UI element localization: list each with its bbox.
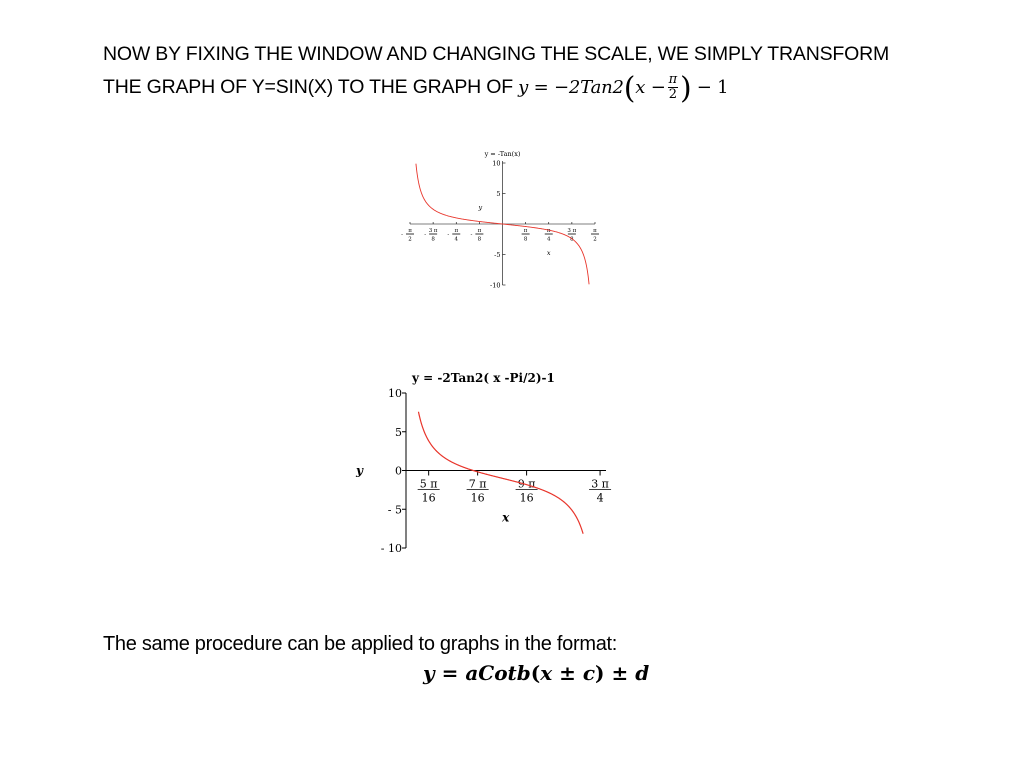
chart-1-y-tick-label: 10: [492, 159, 501, 168]
chart-1-x-tick-label-numerator: 3 π: [567, 228, 577, 234]
chart-2-x-tick-label-numerator: 7 π: [468, 477, 487, 491]
chart-1-y-label: y: [478, 203, 483, 212]
chart-2-title: y = -2Tan2( x -Pi/2)-1: [412, 371, 555, 385]
chart-2-x-tick-label: [516, 478, 538, 505]
chart-1-x-tick-label-sign: -: [470, 232, 473, 239]
equation-tail: − 1: [696, 77, 729, 98]
chart-1-x-tick-label-denominator: 8: [523, 236, 528, 243]
chart-1-x-tick-label-denominator: 8: [477, 236, 482, 243]
equation-x-minus: x −: [635, 77, 666, 98]
chart-2-x-tick-label: [467, 478, 489, 505]
heading-line-2-text: THE GRAPH OF Y=SIN(X) TO THE GRAPH OF: [103, 76, 513, 98]
chart-1-x-tick-label: [424, 228, 438, 243]
formula-pm-2: ±: [604, 661, 636, 685]
heading-line-2: [103, 71, 983, 105]
chart-2-x-tick-label-denominator: 4: [596, 491, 604, 505]
formula-d: d: [635, 661, 650, 685]
chart-2-x-tick-label-denominator: 16: [519, 491, 534, 505]
equation-fraction: [668, 73, 678, 102]
chart-1-x-tick-label-denominator: 4: [546, 236, 551, 243]
chart-1-x-label: x: [546, 249, 551, 257]
chart-1-x-tick-label: [401, 228, 414, 243]
chart-2-y-tick-label: 10: [388, 387, 402, 400]
fraction-numerator: π: [668, 72, 678, 88]
fraction-denominator: 2: [668, 87, 677, 103]
chart-2-x-tick-label-denominator: 16: [470, 491, 485, 505]
chart-2-curve: [418, 412, 583, 534]
chart-2-y-tick-label: - 10: [380, 542, 402, 555]
chart-neg-tan: [400, 145, 605, 290]
chart-1-x-tick-label-numerator: 3 π: [428, 228, 438, 234]
chart-1-y-tick-label: -10: [490, 281, 501, 290]
formula-lhs: y: [423, 661, 435, 685]
formula-x: x: [540, 661, 553, 685]
chart-2-x-tick-label-numerator: 9 π: [517, 477, 536, 491]
chart-transformed-tan: [350, 365, 630, 555]
chart-1-x-tick-label-denominator: 2: [593, 236, 597, 243]
chart-1-x-tick-label-numerator: π: [454, 228, 459, 234]
chart-1-x-tick-label-denominator: 2: [408, 236, 412, 243]
left-paren: (: [623, 71, 636, 106]
chart-2-y-label: y: [356, 463, 363, 478]
chart-1-x-tick-label-sign: -: [447, 232, 450, 239]
chart-2-x-tick-label-numerator: 3 π: [591, 477, 609, 491]
chart-2-x-tick-label-numerator: 5 π: [419, 477, 438, 491]
chart-1-x-tick-label: [591, 228, 599, 243]
formula-close: ): [595, 661, 605, 685]
chart-1-x-tick-label-numerator: π: [408, 228, 412, 234]
chart-1-x-tick-label-denominator: 4: [454, 236, 459, 243]
chart-1-x-tick-label: [447, 228, 460, 243]
chart-2-x-label: x: [502, 510, 510, 525]
chart-1-x-tick-label-numerator: π: [546, 228, 551, 234]
chart-2-y-tick-label: 0: [395, 464, 402, 478]
chart-2-x-tick-label: [589, 478, 611, 505]
heading: [103, 38, 983, 105]
chart-2-x-tick-label-denominator: 16: [421, 491, 436, 505]
chart-1-x-tick-label-sign: -: [401, 232, 404, 239]
chart-1-x-tick-label-numerator: π: [593, 228, 597, 234]
chart-1-title: y = -Tan(x): [484, 150, 521, 158]
formula-equals: =: [434, 661, 466, 685]
chart-1-x-tick-label: [522, 228, 530, 243]
formula-pm-1: ±: [552, 661, 583, 685]
chart-1-x-tick-label-sign: -: [424, 232, 427, 239]
equation-lhs: y = −2Tan2: [518, 77, 624, 98]
heading-line-1: NOW BY FIXING THE WINDOW AND CHANGING THE SCALE, WE SIMPLY TRANSFORM: [103, 43, 889, 65]
right-paren: ): [680, 71, 692, 106]
formula-open: (: [530, 661, 541, 685]
chart-1-x-tick-label: [471, 228, 484, 243]
chart-2-y-tick-label: - 5: [387, 503, 402, 517]
formula-body: aCotb: [465, 661, 531, 685]
cot-formula: [423, 661, 649, 685]
formula-c: c: [582, 661, 596, 685]
chart-1-y-tick-label: 5: [496, 190, 501, 198]
chart-1-x-tick-label: [567, 228, 576, 243]
chart-2-x-tick-label: [418, 478, 440, 505]
chart-1-x-tick-label-numerator: π: [523, 228, 528, 234]
chart-1-x-tick-label-denominator: 8: [431, 236, 435, 243]
chart-1-y-tick-label: -5: [494, 251, 501, 259]
chart-2-y-tick-label: 5: [395, 425, 402, 439]
chart-1-x-tick-label-denominator: 8: [570, 236, 574, 243]
chart-1-x-tick-label-numerator: π: [477, 228, 482, 234]
footer-text: The same procedure can be applied to graphs in the format:: [103, 633, 618, 655]
